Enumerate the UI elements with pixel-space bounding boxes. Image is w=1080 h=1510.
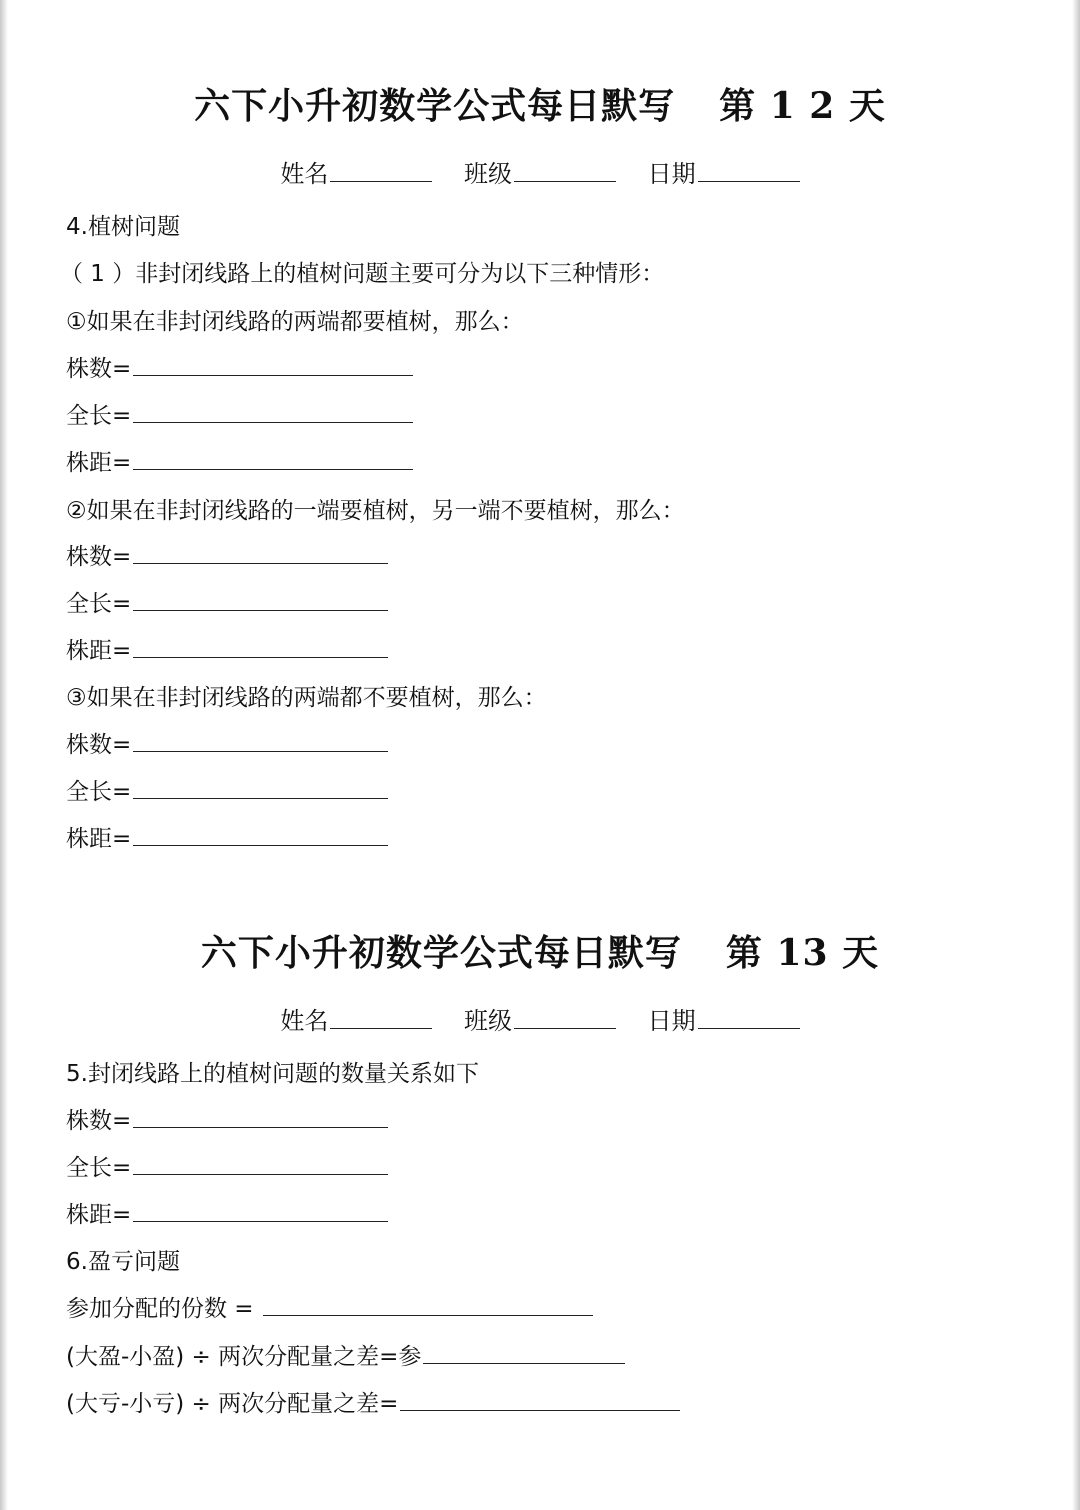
formula-2-label: (大盈-小盈) ÷ 两次分配量之差=参 <box>66 1344 422 1370</box>
answer-blank[interactable] <box>133 355 413 376</box>
answer-blank[interactable] <box>423 1343 625 1364</box>
section-heading-5: 5.封闭线路上的植树问题的数量关系如下 <box>66 1061 479 1087</box>
answer-blank[interactable] <box>133 637 388 658</box>
sheet2-info-row <box>0 1001 1080 1036</box>
case3-length-row <box>66 777 388 807</box>
subheading-1: （ 1 ）非封闭线路上的植树问题主要可分为以下三种情形： <box>60 261 665 287</box>
sheet2-class-blank[interactable] <box>514 1006 616 1029</box>
answer-blank[interactable] <box>133 543 388 564</box>
sheet1-name-label: 姓名 <box>280 160 329 188</box>
answer-blank[interactable] <box>133 1201 388 1222</box>
sheet2-name-blank[interactable] <box>330 1006 432 1029</box>
answer-blank[interactable] <box>133 449 413 470</box>
count-label: 株数= <box>66 544 132 570</box>
formula-1-row <box>66 1294 593 1324</box>
formula-3-label: (大亏-小亏) ÷ 两次分配量之差= <box>66 1391 399 1417</box>
count-label: 株数= <box>66 356 132 382</box>
case1-count-row <box>66 354 413 384</box>
answer-blank[interactable] <box>400 1390 680 1411</box>
sheet2-name-field <box>280 1001 432 1036</box>
answer-blank[interactable] <box>133 778 388 799</box>
sheet2-name-label: 姓名 <box>280 1007 329 1035</box>
case1-length-row <box>66 401 413 431</box>
length-label: 全长= <box>66 591 132 617</box>
sheet1-date-blank[interactable] <box>698 159 800 182</box>
sheet1-class-field <box>464 154 616 189</box>
case1-distance-row <box>66 448 413 478</box>
case-1-text: ①如果在非封闭线路的两端都要植树，那么： <box>66 309 524 335</box>
answer-blank[interactable] <box>133 590 388 611</box>
sheet2-title-main: 六下小升初数学公式每日默写 <box>200 932 682 974</box>
length-label: 全长= <box>66 779 132 805</box>
sheet1-info-row <box>0 154 1080 189</box>
sheet1-name-field <box>280 154 432 189</box>
page-edge-left <box>0 0 8 1510</box>
count-label: 株数= <box>66 732 132 758</box>
formula-2-row <box>66 1342 625 1372</box>
distance-label: 株距= <box>66 638 132 664</box>
case3-distance-row <box>66 824 388 854</box>
sheet2-date-label: 日期 <box>647 1007 696 1035</box>
sheet1-title-main: 六下小升初数学公式每日默写 <box>194 85 676 127</box>
answer-blank[interactable] <box>133 1154 388 1175</box>
sheet1-date-field <box>648 154 800 189</box>
sheet1-class-blank[interactable] <box>514 159 616 182</box>
count-label: 株数= <box>66 1108 132 1134</box>
sheet1-title-day: 第 1 2 天 <box>719 85 886 127</box>
case-2-text: ②如果在非封闭线路的一端要植树，另一端不要植树，那么： <box>66 498 685 524</box>
section-heading-6: 6.盈亏问题 <box>66 1249 180 1275</box>
sheet1-class-label: 班级 <box>464 160 512 188</box>
distance-label: 株距= <box>66 1202 132 1228</box>
case3-count-row <box>66 730 388 760</box>
sheet1-title <box>0 78 1080 129</box>
section-heading-4: 4.植树问题 <box>66 214 180 240</box>
closed-count-row <box>66 1106 388 1136</box>
closed-distance-row <box>66 1200 388 1230</box>
distance-label: 株距= <box>66 826 132 852</box>
distance-label: 株距= <box>66 450 132 476</box>
answer-blank[interactable] <box>133 731 388 752</box>
sheet2-date-field <box>648 1001 800 1036</box>
case2-count-row <box>66 542 388 572</box>
sheet2-title-day: 第 13 天 <box>725 932 880 974</box>
answer-blank[interactable] <box>263 1295 593 1316</box>
case-3-text: ③如果在非封闭线路的两端都不要植树，那么： <box>66 685 547 711</box>
sheet1-date-label: 日期 <box>647 160 696 188</box>
answer-blank[interactable] <box>133 402 413 423</box>
length-label: 全长= <box>66 403 132 429</box>
page-edge-right <box>1072 0 1080 1510</box>
answer-blank[interactable] <box>133 1107 388 1128</box>
case2-distance-row <box>66 636 388 666</box>
length-label: 全长= <box>66 1155 132 1181</box>
sheet1-name-blank[interactable] <box>330 159 432 182</box>
sheet2-date-blank[interactable] <box>698 1006 800 1029</box>
sheet2-class-label: 班级 <box>464 1007 512 1035</box>
sheet2-class-field <box>464 1001 616 1036</box>
formula-1-label: 参加分配的份数 = <box>66 1296 261 1322</box>
case2-length-row <box>66 589 388 619</box>
sheet2-title <box>0 925 1080 976</box>
formula-3-row <box>66 1389 680 1419</box>
closed-length-row <box>66 1153 388 1183</box>
answer-blank[interactable] <box>133 825 388 846</box>
